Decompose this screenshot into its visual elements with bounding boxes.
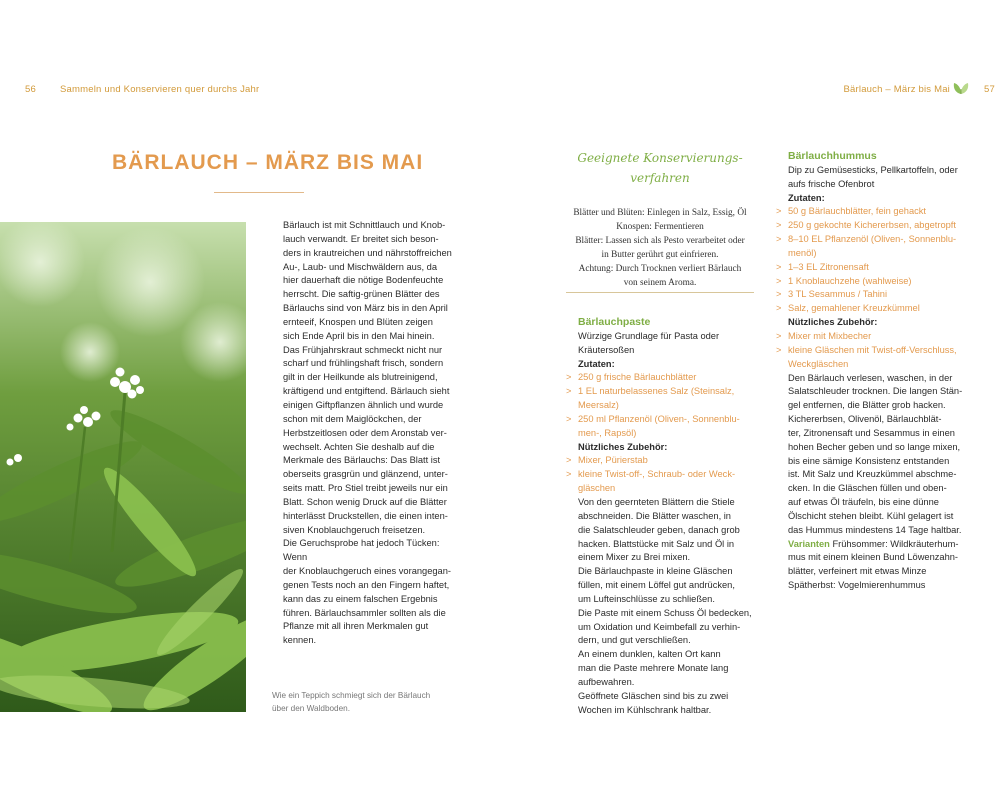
intro-line: oberseits grasgrün und glänzend, unter- (283, 469, 448, 480)
ingredient-text: 50 g Bärlauchblätter, fein gehackt (788, 206, 926, 217)
intro-line: ders in krautreichen und nährstoffreichen (283, 247, 452, 258)
variants-text: Frühsommer: Wildkräuterhum- (829, 538, 959, 549)
method-line: auf etwas Öl träufeln, bis eine dünne (788, 497, 939, 508)
variants-line: Spätherbst: Vogelmierenhummus (788, 580, 926, 591)
ingredient-text: Salz, gemahlener Kreuzkümmel (788, 303, 920, 314)
method-line: Geöffnete Gläschen sind bis zu zwei (578, 690, 729, 701)
intro-line: hier dauerhaft die nötige Bodenfeuchte (283, 275, 444, 286)
intro-line: scharf und frühlingshaft frisch, sondern (283, 358, 444, 369)
tool-item (566, 468, 756, 496)
method-line: Den Bärlauch verlesen, waschen, in der (788, 372, 953, 383)
methods-box-divider (566, 292, 754, 293)
variants-label: Varianten (788, 538, 830, 549)
ingredient-text: 1–3 EL Zitronensaft (788, 261, 869, 272)
recipe-description: Dip zu Gemüsesticks, Pellkartoffeln, oder (788, 164, 958, 175)
recipe-hummus (776, 150, 966, 593)
method-line: füllen, mit einem Löffel gut andrücken, (578, 580, 735, 591)
method-line: An einem dunklen, kalten Ort kann (578, 649, 721, 660)
intro-line: hinterlässt Druckstellen, die einen inten- (283, 510, 448, 521)
intro-line: Merkmale des Bärlauchs: Das Blatt ist (283, 455, 441, 466)
recipe-title: Bärlauchpaste (578, 316, 651, 328)
ingredients-label: Zutaten: (788, 192, 825, 203)
intro-line: schon mit dem Maiglöckchen, der (283, 413, 422, 424)
leaf-icon (952, 81, 970, 95)
tool-item (566, 454, 756, 468)
tool-text: kleine Gläschen mit Twist-off-Verschluss, (788, 344, 957, 355)
methods-box-title-line: verfahren (630, 171, 690, 185)
caption-line: Wie ein Teppich schmiegt sich der Bärlauch (272, 691, 431, 700)
tool-text: Mixer mit Mixbecher (788, 330, 872, 341)
ingredient-item (776, 261, 966, 275)
method-line: die Salatschleuder geben, danach grob (578, 524, 740, 535)
methods-box-title-line: Geeignete Konservierungs- (577, 151, 743, 165)
methods-box-line: Achtung: Durch Trocknen verliert Bärlauch (578, 264, 742, 274)
ingredient-item (566, 413, 756, 441)
intro-line: führen. Bärlauchsammler sollten als die (283, 607, 446, 618)
intro-line: einigen Giftpflanzen ähnlich und wurde (283, 399, 444, 410)
recipe-description: Würzige Grundlage für Pasta oder (578, 330, 720, 341)
ingredient-text: 3 TL Sesammus / Tahini (788, 289, 888, 300)
intro-line: genen Tests noch an den Fingern haftet, (283, 579, 450, 590)
intro-line: Herbstzeitlosen oder dem Aronstab ver- (283, 427, 447, 438)
left-page-number: 56 (25, 84, 36, 95)
recipe-title: Bärlauchhummus (788, 150, 877, 162)
caption-line: über den Waldboden. (272, 704, 350, 713)
title-divider (214, 192, 304, 193)
tool-item (776, 344, 966, 372)
recipe-description: aufs frische Ofenbrot (788, 178, 875, 189)
ingredient-text: 1 EL naturbelassenes Salz (Steinsalz, (578, 386, 735, 397)
method-line: einem Mixer zu Brei mixen. (578, 552, 691, 563)
method-line: man die Paste mehrere Monate lang (578, 663, 729, 674)
ingredient-item (776, 302, 966, 316)
method-line: Wochen im Kühlschrank haltbar. (578, 704, 712, 715)
intro-line: wechselt. Achten Sie deshalb auf die (283, 441, 435, 452)
intro-line: herrscht. Die saftig-grünen Blätter des (283, 289, 440, 300)
page-title: BÄRLAUCH – MÄRZ BIS MAI (112, 151, 424, 174)
method-line: Salatschleuder trocknen. Die langen Stän- (788, 386, 963, 397)
methods-box-line: von seinem Aroma. (623, 278, 697, 288)
intro-line: Blatt. Schon wenig Druck auf die Blätter (283, 496, 447, 507)
ingredient-text: men-, Rapsöl) (578, 427, 637, 438)
ingredient-text: 250 g frische Bärlauchblätter (578, 372, 697, 383)
intro-text (283, 219, 463, 648)
tool-text: kleine Twist-off-, Schraub- oder Weck- (578, 469, 736, 480)
intro-line: sich Ende April bis in den Mai hinein. (283, 330, 435, 341)
right-running-title: Bärlauch – März bis Mai (843, 84, 950, 95)
methods-box-line: Knospen: Fermentieren (616, 222, 704, 232)
tool-text: Weckgläschen (788, 358, 849, 369)
methods-box-line: Blätter: Lassen sich als Pesto verarbeitet oder (575, 236, 745, 246)
method-line: cken. In die Gläschen füllen und oben- (788, 483, 947, 494)
tool-text: Mixer, Pürierstab (578, 455, 648, 466)
ingredient-item (776, 219, 966, 233)
tool-text: gläschen (578, 483, 616, 494)
method-line: Ölschicht stehen bleibt. Kühl gelagert ist (788, 510, 954, 521)
method-line: hohen Becher geben und so lange mixen, (788, 441, 961, 452)
variants-line: mus mit einem kleinen Bund Löwenzahn- (788, 552, 959, 563)
recipe-paste (566, 316, 756, 717)
method-line: Kichererbsen, Olivenöl, Bärlauchblät- (788, 414, 942, 425)
intro-line: kennen. (283, 635, 317, 646)
intro-line: kann das zu einem falschen Ergebnis (283, 593, 438, 604)
method-line: abschneiden. Die Blätter waschen, in (578, 510, 731, 521)
method-line: ter, Zitronensaft und Sesammus in einen (788, 427, 955, 438)
intro-line: Bärlauchs sind von März bis in den April (283, 303, 448, 314)
ingredient-text: 250 g gekochte Kichererbsen, abgetropft (788, 220, 956, 231)
left-running-title: Sammeln und Konservieren quer durchs Jahr (60, 84, 260, 95)
method-line: ist. Mit Salz und Kreuzkümmel abschme- (788, 469, 957, 480)
ingredient-text: 1 Knoblauchzehe (wahlweise) (788, 275, 912, 286)
recipe-method (776, 372, 966, 594)
variants-line (788, 538, 966, 552)
method-line: um Oxidation und Keimbefall zu verhin- (578, 621, 741, 632)
methods-box-text (566, 206, 754, 290)
intro-line: Au-, Laub- und Mischwäldern aus, da (283, 261, 438, 272)
recipe-description: Kräutersoßen (578, 344, 635, 355)
methods-box-line: Blätter und Blüten: Einlegen in Salz, Essig, Öl (573, 208, 747, 218)
ingredient-text: Meersalz) (578, 400, 619, 411)
method-line: gel entfernen, die Blätter grob hacken. (788, 400, 946, 411)
ingredients-label: Zutaten: (578, 358, 615, 369)
ingredient-item (776, 233, 966, 261)
ingredient-text: menöl) (788, 247, 817, 258)
right-page-number: 57 (984, 84, 995, 95)
ingredient-item (776, 205, 966, 219)
variants-line: blätter, verfeinert mit etwas Minze (788, 566, 927, 577)
intro-line: Bärlauch ist mit Schnittlauch und Knob- (283, 220, 446, 230)
method-line: das Hummus mindestens 14 Tage haltbar. (788, 524, 962, 535)
ingredient-item (566, 385, 756, 413)
method-line: hacken. Blattstücke mit Salz und Öl in (578, 538, 735, 549)
ingredient-text: 250 ml Pflanzenöl (Oliven-, Sonnenblu- (578, 413, 740, 424)
ingredient-item (776, 275, 966, 289)
intro-line: gilt in der Heilkunde als blutreinigend, (283, 372, 438, 383)
recipe-method (566, 496, 756, 718)
intro-line: kräftigend und entgiftend. Bärlauch sieht (283, 386, 450, 397)
method-line: Die Bärlauchpaste in kleine Gläschen (578, 566, 733, 577)
intro-line: der Knoblauchgeruch eines vorangegan- (283, 566, 451, 577)
method-line: Die Paste mit einem Schuss Öl bedecken, (578, 607, 752, 618)
intro-line: lauch verwandt. Er breitet sich beson- (283, 233, 439, 244)
method-line: aufbewahren. (578, 676, 635, 687)
wild-garlic-photo (0, 222, 246, 712)
method-line: um Lufteinschlüsse zu schließen. (578, 593, 715, 604)
intro-line: seits matt. Pro Stiel treibt jeweils nur ein (283, 483, 448, 494)
tool-item (776, 330, 966, 344)
intro-line: ernteeif, Knospen und Blüten zeigen (283, 316, 433, 327)
method-line: Von den geernteten Blättern die Stiele (578, 496, 735, 507)
intro-line: Das Frühjahrskraut schmeckt nicht nur (283, 344, 443, 355)
tools-label: Nützliches Zubehör: (788, 317, 878, 328)
ingredient-text: 8–10 EL Pflanzenöl (Oliven-, Sonnenblu- (788, 234, 957, 245)
intro-line: Pflanze mit all ihren Merkmalen gut (283, 621, 429, 632)
tools-label: Nützliches Zubehör: (578, 441, 668, 452)
photo-caption (272, 689, 457, 715)
method-line: bis eine sämige Konsistenz entstanden (788, 455, 950, 466)
intro-line: Die Geruchsprobe hat jedoch Tücken: Wenn (283, 538, 440, 563)
methods-box-title (566, 148, 754, 188)
methods-box-line: in Butter gerührt gut einfrieren. (601, 250, 719, 260)
method-line: dern, und gut verschließen. (578, 635, 691, 646)
ingredient-item (776, 288, 966, 302)
intro-line: siven Knoblauchgeruch freisetzen. (283, 524, 426, 535)
ingredient-item (566, 371, 756, 385)
